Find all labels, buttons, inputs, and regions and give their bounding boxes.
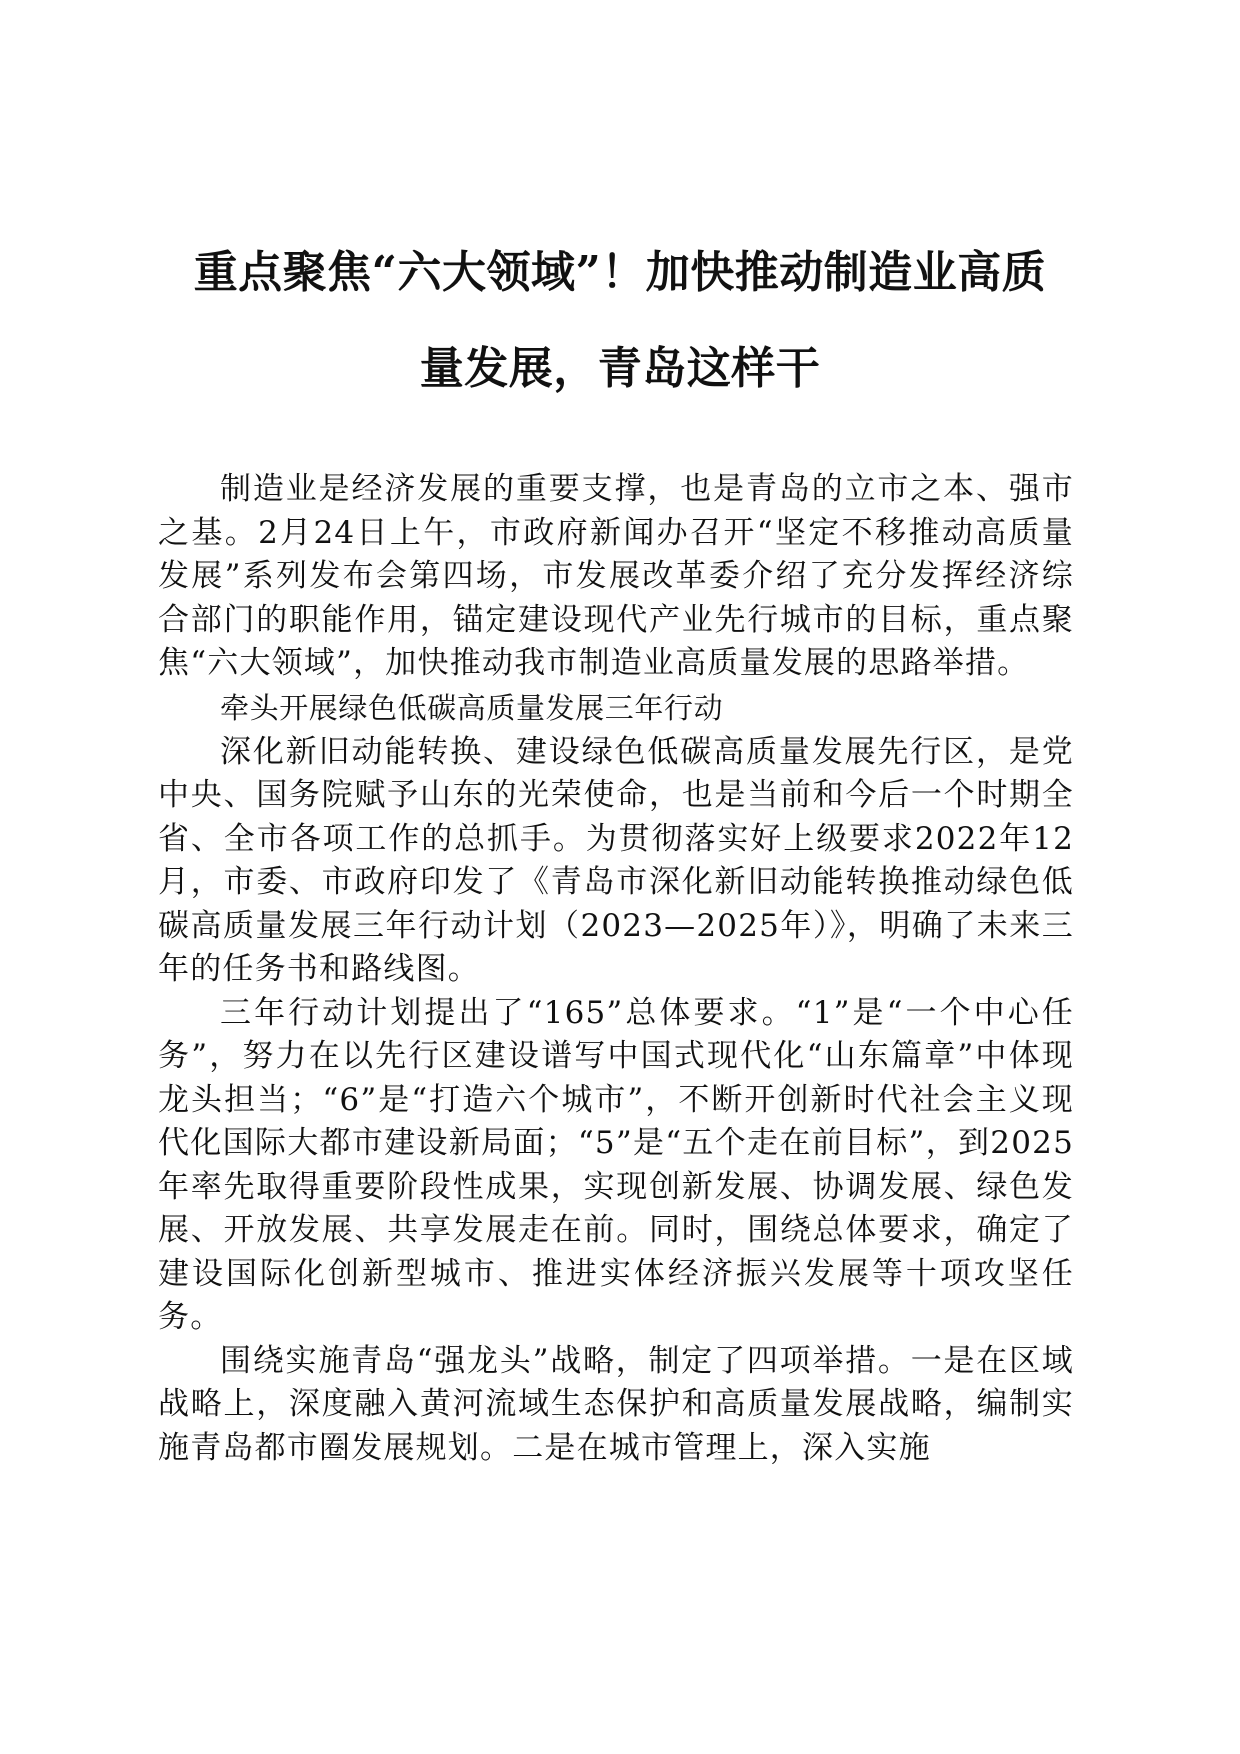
body-paragraph: 围绕实施青岛“强龙头”战略，制定了四项举措。一是在区域战略上，深度融入黄河流域生态保护和高质量发展战略，编制实施青岛都市圈发展规划。二是在城市管理上，深入实施 [158,1342,1074,1466]
body-paragraph: 深化新旧动能转换、建设绿色低碳高质量发展先行区，是党中央、国务院赋予山东的光荣使命，也是当前和今后一个时期全省、全市各项工作的总抓手。为贯彻落实好上级要求2022年12月，市委、市政府印发了《青岛市深化新旧动能转换推动绿色低碳高质量发展三年行动计划（2023—2025年）》，明确了未来三年的任务书和路线图。 [158,733,1074,987]
article-title [150,225,1090,417]
intro-paragraph: 制造业是经济发展的重要支撑，也是青岛的立市之本、强市之基。2月24日上午，市政府新闻办召开“坚定不移推动高质量发展”系列发布会第四场，市发展改革委介绍了充分发挥经济综合部门的职能作用，锚定建设现代产业先行城市的目标，重点聚焦“六大领域”，加快推动我市制造业高质量发展的思路举措。 [158,471,1074,681]
article-title-line-1: 重点聚焦“六大领域”！加快推动制造业高质 [193,247,1047,298]
section-heading: 牵头开展绿色低碳高质量发展三年行动 [220,690,724,725]
body-paragraph: 三年行动计划提出了“165”总体要求。“1”是“一个中心任务”，努力在以先行区建设谱写中国式现代化“山东篇章”中体现龙头担当；“6”是“打造六个城市”，不断开创新时代社会主义现代化国际大都市建设新局面；“5”是“五个走在前目标”，到2025年率先取得重要阶段性成果，实现创新发展、协调发展、绿色发展、开放发展、共享发展走在前。同时，围绕总体要求，确定了建设国际化创新型城市、推进实体经济振兴发展等十项攻坚任务。 [158,994,1074,1335]
article-title-line-2: 量发展，青岛这样干 [419,343,821,394]
article-body [158,468,1074,1470]
